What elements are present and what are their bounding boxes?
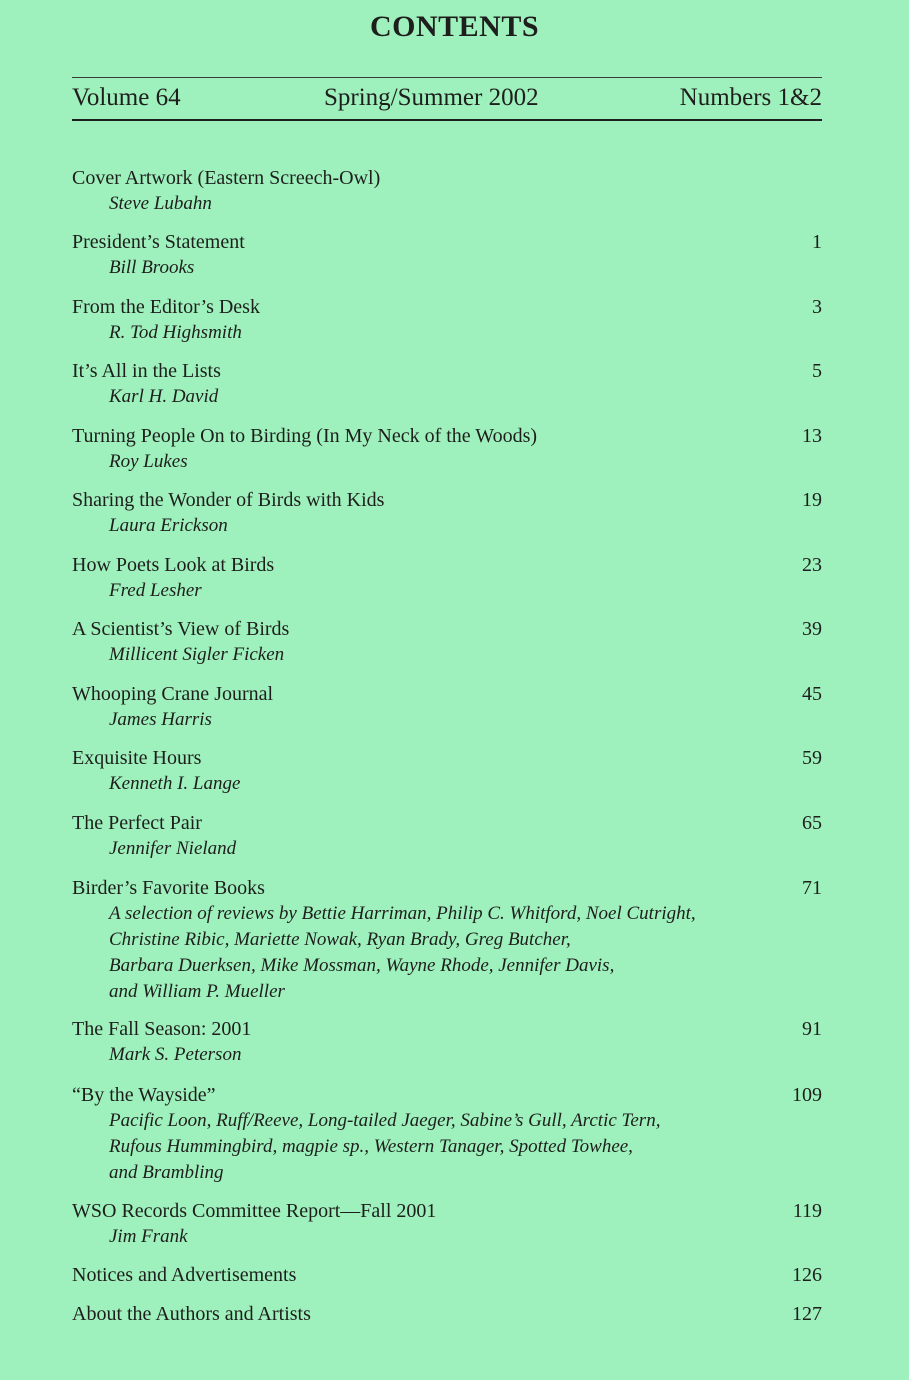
entry-page: 71 [802,877,822,899]
entry-author: R. Tod Highsmith [109,322,242,343]
toc-entry [72,229,822,281]
entry-author: Mark S. Peterson [109,1044,242,1065]
toc-entry [72,1301,822,1327]
toc-entry [72,875,822,1005]
entry-author: Bill Brooks [109,257,195,278]
entry-author-line: Pacific Loon, Ruff/Reeve, Long-tailed Jaeger, Sabine’s Gull, Arctic Tern, [109,1110,661,1131]
entry-page: 109 [792,1084,822,1106]
entry-author: James Harris [109,709,212,730]
entry-author: Jennifer Nieland [109,838,237,859]
entry-title: Whooping Crane Journal [72,683,274,705]
entry-title: Birder’s Favorite Books [72,877,265,899]
page-title: CONTENTS [369,10,540,43]
entry-page: 23 [802,554,822,576]
entry-author-line: A selection of reviews by Bettie Harriman, Philip C. Whitford, Noel Cutright, [109,903,696,924]
issue-info-row [72,84,822,116]
entry-title: Sharing the Wonder of Birds with Kids [72,489,385,511]
toc-entry [72,1262,822,1288]
toc-entry [72,423,822,475]
entry-page: 45 [802,683,822,705]
entry-title: Turning People On to Birding (In My Neck of the Woods) [72,425,538,447]
entry-page: 39 [802,618,822,640]
entry-author: Fred Lesher [109,580,202,601]
toc-entry [72,1198,822,1250]
toc-entry [72,552,822,604]
toc-entry [72,810,822,862]
top-rule [72,77,822,78]
entry-author-line: and Brambling [109,1162,224,1183]
toc-entry [72,358,822,410]
entry-page: 3 [812,296,822,318]
entry-author: Kenneth I. Lange [109,773,241,794]
toc-entry [72,745,822,797]
toc-entry [72,681,822,733]
toc-entry [72,1082,822,1186]
volume-label: Volume 64 [72,84,181,111]
entry-page: 91 [802,1018,822,1040]
entry-page: 65 [802,812,822,834]
toc-entry [72,294,822,346]
entry-title: WSO Records Committee Report—Fall 2001 [72,1200,437,1222]
entry-author-line: Rufous Hummingbird, magpie sp., Western Tanager, Spotted Towhee, [109,1136,633,1157]
entry-title: Notices and Advertisements [72,1264,297,1286]
entry-page: 13 [802,425,822,447]
entry-page: 119 [792,1200,822,1222]
entry-title: “By the Wayside” [72,1084,216,1106]
entry-title: How Poets Look at Birds [72,554,275,576]
toc-entry [72,616,822,668]
entry-title: President’s Statement [72,231,245,253]
entry-author: Steve Lubahn [109,193,212,214]
entry-author: Millicent Sigler Ficken [109,644,285,665]
numbers-label: Numbers 1&2 [679,84,822,111]
entry-title: The Fall Season: 2001 [72,1018,252,1040]
toc-entry [72,1016,822,1068]
entry-title: Cover Artwork (Eastern Screech-Owl) [72,167,381,189]
entry-title: About the Authors and Artists [72,1303,311,1325]
entry-title: A Scientist’s View of Birds [72,618,290,640]
entry-author: Jim Frank [109,1226,188,1247]
entry-page: 127 [792,1303,822,1325]
entry-title: From the Editor’s Desk [72,296,260,318]
entry-title: The Perfect Pair [72,812,202,834]
entry-page: 126 [792,1264,822,1286]
entry-page: 5 [812,360,822,382]
entry-page: 1 [812,231,822,253]
entry-author: Laura Erickson [109,515,228,536]
entry-page: 59 [802,747,822,769]
season-label: Spring/Summer 2002 [324,84,539,111]
entry-author: Roy Lukes [109,451,188,472]
entry-title: Exquisite Hours [72,747,202,769]
toc-entry [72,165,822,217]
entry-page: 19 [802,489,822,511]
entry-author-line: Barbara Duerksen, Mike Mossman, Wayne Rhode, Jennifer Davis, [109,955,615,976]
toc-entry [72,487,822,539]
bottom-rule [72,119,822,121]
entry-author: Karl H. David [109,386,219,407]
entry-title: It’s All in the Lists [72,360,221,382]
entry-author-line: and William P. Mueller [109,981,285,1002]
entry-author-line: Christine Ribic, Mariette Nowak, Ryan Brady, Greg Butcher, [109,929,571,950]
